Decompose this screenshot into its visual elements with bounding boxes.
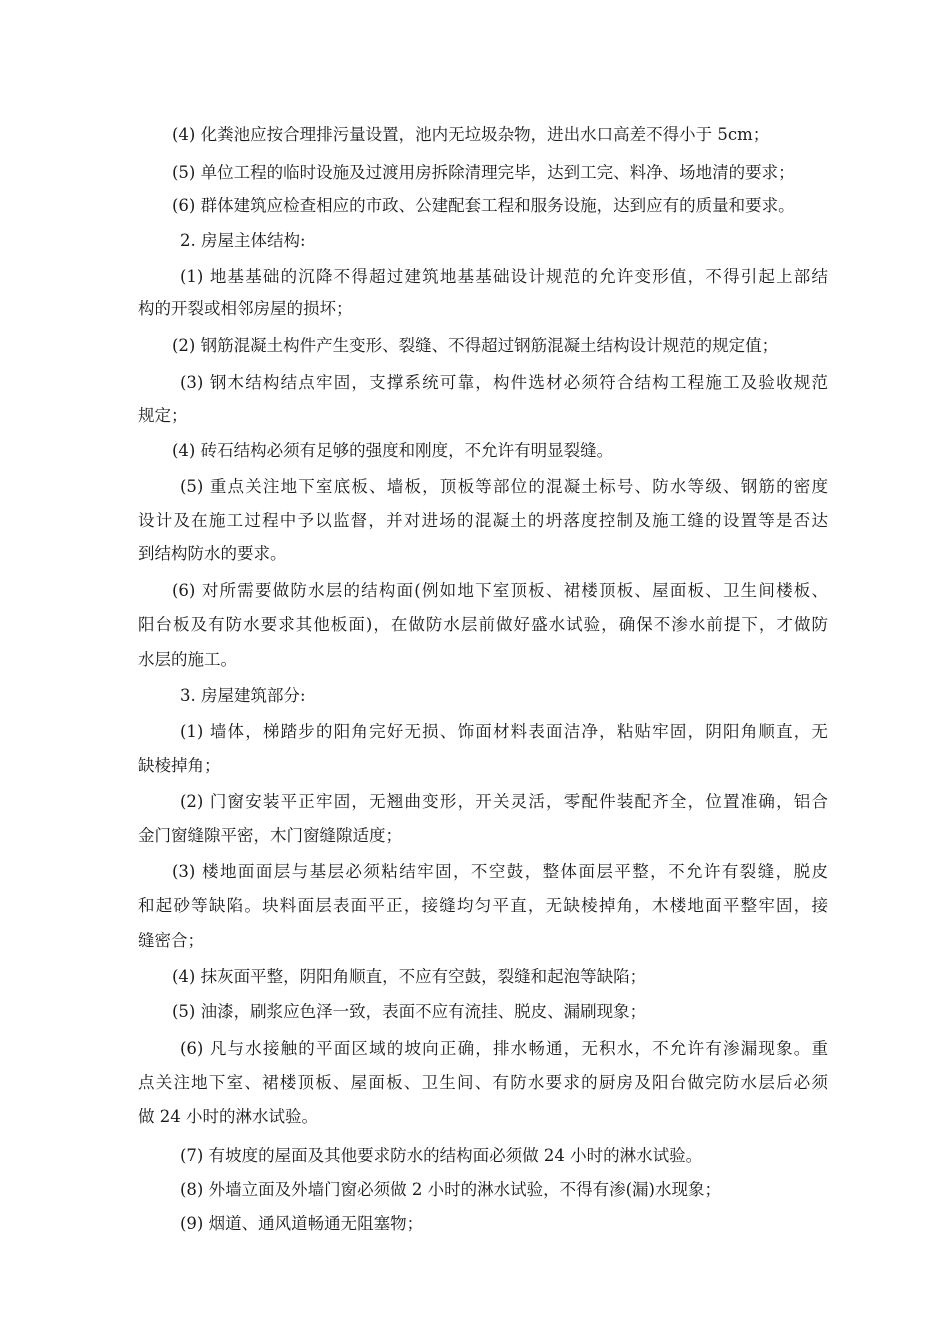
text-line: (1) 墙体，梯踏步的阳角完好无损、饰面材料表面洁净，粘贴牢固，阴阳角顺直，无	[180, 722, 828, 741]
text-line: (2) 钢筋混凝土构件产生变形、裂缝、不得超过钢筋混凝土结构设计规范的规定值；	[172, 336, 779, 355]
text-line: (3) 楼地面面层与基层必须粘结牢固，不空鼓，整体面层平整，不允许有裂缝，脱皮	[172, 862, 828, 881]
section-heading: 3. 房屋建筑部分:	[180, 686, 306, 705]
text-line: (5) 重点关注地下室底板、墙板，顶板等部位的混凝土标号、防水等级、钢筋的密度	[180, 477, 828, 496]
text-line: 缺棱掉角；	[138, 756, 221, 775]
text-line: (1) 地基基础的沉降不得超过建筑地基基础设计规范的允许变形值，不得引起上部结	[180, 267, 828, 286]
text-line: (4) 抹灰面平整，阴阳角顺直，不应有空鼓，裂缝和起泡等缺陷；	[172, 967, 647, 986]
text-line: (7) 有坡度的屋面及其他要求防水的结构面必须做 24 小时的淋水试验。	[180, 1146, 703, 1165]
text-line: (6) 群体建筑应检查相应的市政、公建配套工程和服务设施，达到应有的质量和要求。	[172, 196, 795, 215]
text-line: 金门窗缝隙平密，木门窗缝隙适度；	[138, 826, 402, 845]
text-line: 到结构防水的要求。	[138, 544, 287, 563]
text-line: 和起砂等缺陷。块料面层表面平正，接缝均匀平直，无缺棱掉角，木楼地面平整牢固，接	[138, 896, 828, 915]
text-line: (9) 烟道、通风道畅通无阻塞物；	[180, 1214, 424, 1233]
text-line: (3) 钢木结构结点牢固，支撑系统可靠，构件选材必须符合结构工程施工及验收规范	[180, 373, 828, 392]
text-line: (5) 油漆，刷浆应色泽一致，表面不应有流挂、脱皮、漏刷现象；	[172, 1002, 647, 1021]
text-line: 水层的施工。	[138, 650, 237, 669]
text-line: (8) 外墙立面及外墙门窗必须做 2 小时的淋水试验，不得有渗(漏)水现象；	[180, 1180, 721, 1199]
text-line: 点关注地下室、裙楼顶板、屋面板、卫生间、有防水要求的厨房及阳台做完防水层后必须	[138, 1073, 828, 1092]
text-line: (4) 砖石结构必须有足够的强度和刚度，不允许有明显裂缝。	[172, 441, 614, 460]
section-heading: 2. 房屋主体结构:	[180, 231, 306, 250]
text-line: (5) 单位工程的临时设施及过渡用房拆除清理完毕，达到工完、料净、场地清的要求；	[172, 163, 795, 182]
text-line: (6) 凡与水接触的平面区域的坡向正确，排水畅通，无积水，不允许有渗漏现象。重	[180, 1039, 828, 1058]
text-line: 构的开裂或相邻房屋的损坏；	[138, 299, 353, 318]
text-line: 缝密合；	[138, 931, 204, 950]
text-line: (6) 对所需要做防水层的结构面(例如地下室顶板、裙楼顶板、屋面板、卫生间楼板、	[172, 581, 828, 600]
text-line: 设计及在施工过程中予以监督，并对进场的混凝土的坍落度控制及施工缝的设置等是否达	[138, 511, 828, 530]
text-line: 规定；	[138, 406, 188, 425]
text-line: (2) 门窗安装平正牢固，无翘曲变形，开关灵活，零配件装配齐全，位置准确，铝合	[180, 792, 828, 811]
text-line: 阳台板及有防水要求其他板面)，在做防水层前做好盛水试验，确保不渗水前提下，才做防	[138, 615, 828, 634]
text-line: 做 24 小时的淋水试验。	[138, 1107, 318, 1126]
text-line: (4) 化粪池应按合理排污量设置，池内无垃圾杂物，进出水口高差不得小于 5cm；	[172, 125, 770, 144]
